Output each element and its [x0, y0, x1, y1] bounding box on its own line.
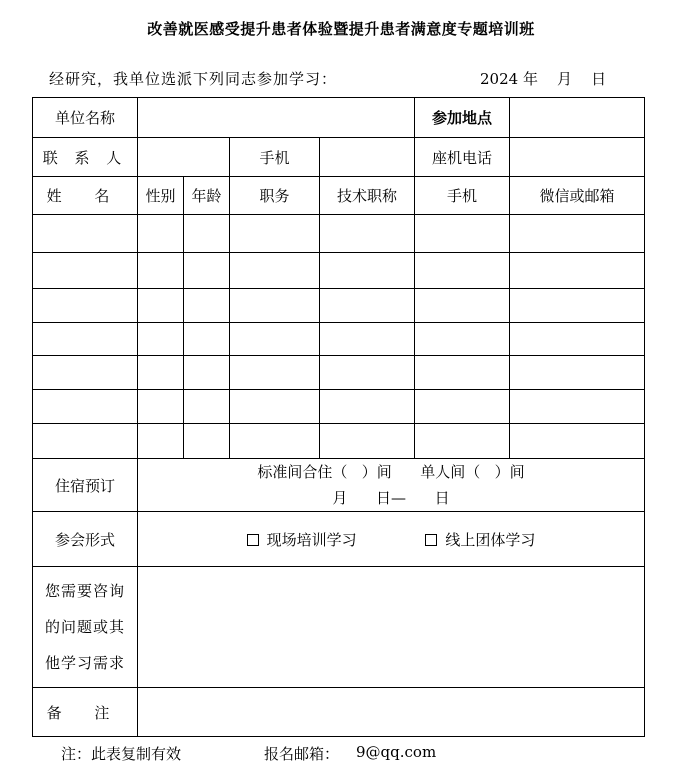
contact-mobile-field[interactable] [320, 138, 415, 177]
landline-label: 座机电话 [415, 138, 510, 177]
table-row[interactable] [33, 215, 645, 253]
table-row[interactable] [33, 323, 645, 356]
online-option-label: 线上团体学习 [445, 530, 536, 549]
header-age: 年龄 [184, 177, 230, 215]
format-options [138, 512, 645, 567]
checkbox-icon[interactable] [425, 534, 437, 546]
consult-field[interactable] [138, 567, 645, 688]
unit-name-field[interactable] [138, 98, 415, 138]
header-gender: 性别 [138, 177, 184, 215]
header-row [33, 177, 645, 215]
table-row[interactable] [33, 390, 645, 424]
unit-name-label: 单位名称 [33, 98, 138, 138]
contact-label: 联 系 人 [33, 138, 138, 177]
venue-label: 参加地点 [415, 98, 510, 138]
contact-mobile-label: 手机 [230, 138, 320, 177]
checkbox-icon[interactable] [247, 534, 259, 546]
table-row[interactable] [33, 289, 645, 323]
remarks-label: 备 注 [33, 688, 138, 737]
onsite-option-label: 现场培训学习 [266, 530, 357, 549]
online-option[interactable] [425, 529, 535, 550]
lodging-dates: 月 日— 日 [332, 489, 450, 507]
footer-note [61, 743, 437, 764]
date-field: 2024 年 月 日 [480, 70, 607, 88]
landline-field[interactable] [510, 138, 645, 177]
header-title: 技术职称 [320, 177, 415, 215]
header-name: 姓 名 [33, 177, 138, 215]
contact-field[interactable] [138, 138, 230, 177]
lodging-label: 住宿预订 [33, 459, 138, 512]
form-title: 改善就医感受提升患者体验暨提升患者满意度专题培训班 [147, 20, 535, 38]
table-row[interactable] [33, 253, 645, 289]
table-row[interactable] [33, 424, 645, 459]
copy-valid-note: 注：此表复制有效 [61, 745, 182, 763]
header-mobile: 手机 [415, 177, 510, 215]
intro-text: 经研究，我单位选派下列同志参加学习： [49, 70, 338, 88]
header-wechat-email: 微信或邮箱 [510, 177, 645, 215]
registration-email: 9@qq.com [356, 743, 437, 761]
venue-field[interactable] [510, 98, 645, 138]
registration-table [32, 97, 645, 737]
header-position: 职务 [230, 177, 320, 215]
lodging-field[interactable] [138, 459, 645, 512]
remarks-field[interactable] [138, 688, 645, 737]
format-label: 参会形式 [33, 512, 138, 567]
onsite-option[interactable] [247, 529, 357, 550]
email-label: 报名邮箱： [264, 745, 340, 763]
table-row[interactable] [33, 356, 645, 390]
lodging-room-types: 标准间合住（ ）间 单人间（ ）间 [257, 463, 525, 481]
consult-label: 您需要咨询的问题或其他学习需求 [33, 567, 138, 688]
